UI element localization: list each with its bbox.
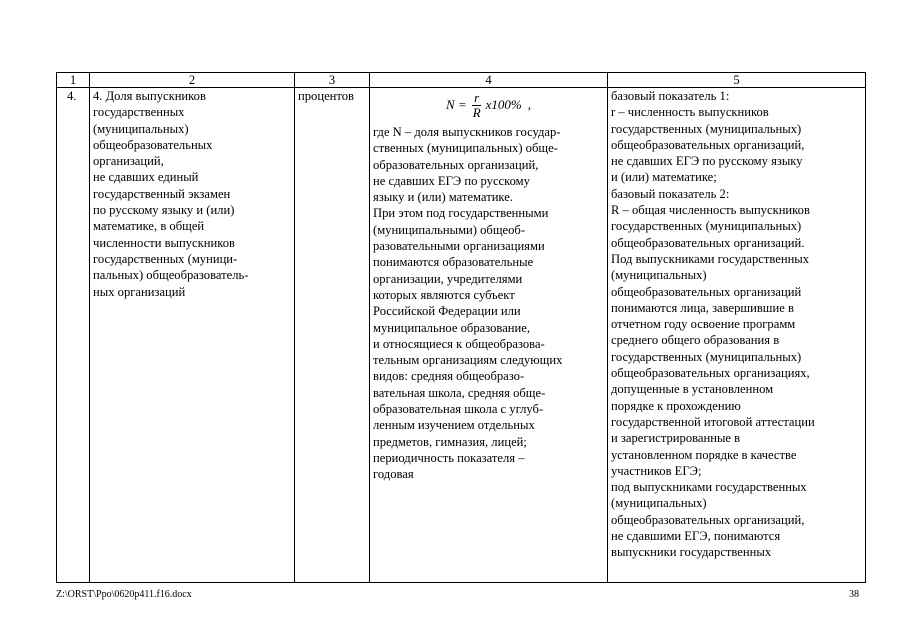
header-col-1: 1: [57, 73, 90, 88]
basis-text-line: государственных (муниципальных): [611, 121, 802, 136]
basis-text-line: R – общая численность выпускников: [611, 203, 810, 218]
basis-text-line: общеобразовательных организаций: [611, 284, 802, 299]
basis-text-line: понимаются лица, завершившие в: [611, 300, 794, 315]
method-text-line: и относящиеся к общеобразова-: [373, 336, 545, 351]
method-text-line: языку и (или) математике.: [373, 190, 513, 205]
indicator-name-cell: [90, 88, 295, 583]
indicator-text-line: государственных: [93, 105, 185, 120]
method-text-line: образовательных организаций,: [373, 157, 539, 172]
method-text-line: ленным изучением отдельных: [373, 418, 535, 433]
indicator-text-line: по русскому языку и (или): [93, 203, 235, 218]
basis-cell: [608, 88, 866, 583]
basis-text-line: и зарегистрированные в: [611, 431, 741, 446]
indicator-table: [56, 72, 866, 583]
basis-text-line: под выпускниками государственных: [611, 480, 807, 495]
method-description: [373, 124, 604, 483]
indicator-text-line: государственных (муници-: [93, 251, 238, 266]
indicator-text-line: математике, в общей: [93, 219, 205, 234]
method-text-line: разовательными организациями: [373, 239, 545, 254]
method-cell: [370, 88, 608, 583]
indicator-text-line: (муниципальных): [93, 121, 189, 136]
basis-text-line: государственных (муниципальных): [611, 349, 802, 364]
method-text-line: Российской Федерации или: [373, 304, 521, 319]
indicator-text-line: организаций,: [93, 154, 164, 169]
formula-comma: ,: [527, 96, 531, 112]
indicator-text-line: общеобразовательных: [93, 137, 213, 152]
unit-cell: процентов: [295, 88, 370, 583]
basis-text-line: не сдавшими ЕГЭ, понимаются: [611, 529, 781, 544]
basis-text-line: допущенные в установленном: [611, 382, 774, 397]
basis-text-line: отчетном году освоение программ: [611, 317, 796, 332]
basis-text-line: общеобразовательных организациях,: [611, 366, 810, 381]
basis-text-line: государственной итоговой аттестации: [611, 414, 815, 429]
method-text-line: где N – доля выпускников государ-: [373, 125, 561, 139]
method-text-line: образовательная школа с углуб-: [373, 402, 544, 417]
basis-text-line: (муниципальных): [611, 496, 707, 511]
method-text-line: понимаются образовательные: [373, 255, 534, 270]
method-text-line: муниципальное образование,: [373, 320, 530, 335]
indicator-text-line: 4. Доля выпускников: [93, 89, 206, 103]
method-text-line: тельным организациям следующих: [373, 353, 563, 368]
method-text-line: предметов, гимназия, лицей;: [373, 434, 527, 449]
indicator-text-line: пальных) общеобразователь-: [93, 268, 249, 283]
basis-text-line: выпускники государственных: [611, 545, 772, 560]
formula: [373, 88, 604, 122]
method-text-line: не сдавших ЕГЭ по русскому: [373, 173, 530, 188]
basis-text-line: среднего общего образования в: [611, 333, 780, 348]
basis-text-line: участников ЕГЭ;: [611, 463, 702, 478]
formula-fraction: [471, 91, 483, 120]
table-row: [57, 88, 866, 583]
basis-text-line: не сдавших ЕГЭ по русскому языку: [611, 154, 803, 169]
indicator-text-line: не сдавших единый: [93, 170, 199, 185]
indicator-text-line: государственный экзамен: [93, 186, 231, 201]
method-text-line: которых являются субъект: [373, 287, 515, 302]
indicator-name: [93, 88, 291, 300]
page-number: 38: [849, 589, 859, 600]
indicator-text-line: ных организаций: [93, 284, 186, 299]
formula-lhs: N =: [445, 96, 467, 112]
method-text-line: (муниципальными) общеоб-: [373, 222, 526, 237]
basis-text-line: и (или) математике;: [611, 170, 717, 185]
method-text-line: годовая: [373, 467, 414, 482]
basis-text-line: общеобразовательных организаций.: [611, 235, 805, 250]
method-text-line: периодичность показателя –: [373, 450, 525, 465]
row-number: 4.: [57, 88, 90, 583]
method-text-line: организации, учредителями: [373, 271, 523, 286]
header-col-5: 5: [608, 73, 866, 88]
basis-description: [611, 88, 862, 561]
basis-text-line: Под выпускниками государственных: [611, 251, 810, 266]
header-col-4: 4: [370, 73, 608, 88]
formula-denominator: R: [472, 104, 481, 120]
basis-text-line: порядке к прохождению: [611, 398, 741, 413]
indicator-text-line: численности выпускников: [93, 235, 235, 250]
basis-text-line: общеобразовательных организаций,: [611, 137, 805, 152]
basis-text-line: базовый показатель 2:: [611, 186, 730, 201]
basis-text-line: установленном порядке в качестве: [611, 447, 797, 462]
basis-text-line: общеобразовательных организаций,: [611, 512, 805, 527]
basis-text-line: базовый показатель 1:: [611, 89, 730, 103]
basis-text-line: r – численность выпускников: [611, 105, 769, 120]
footer-file-path: Z:\ORST\Ppo\0620p411.f16.docx: [56, 589, 192, 600]
basis-text-line: (муниципальных): [611, 268, 707, 283]
method-text-line: ственных (муниципальных) обще-: [373, 141, 558, 156]
method-text-line: вательная школа, средняя обще-: [373, 385, 546, 400]
header-col-3: 3: [295, 73, 370, 88]
basis-text-line: государственных (муниципальных): [611, 219, 802, 234]
header-row: [57, 73, 866, 88]
header-col-2: 2: [90, 73, 295, 88]
method-text-line: При этом под государственными: [373, 206, 549, 221]
method-text-line: видов: средняя общеобразо-: [373, 369, 525, 384]
formula-rhs: x100%: [485, 96, 522, 112]
formula-numerator: r: [474, 89, 480, 105]
